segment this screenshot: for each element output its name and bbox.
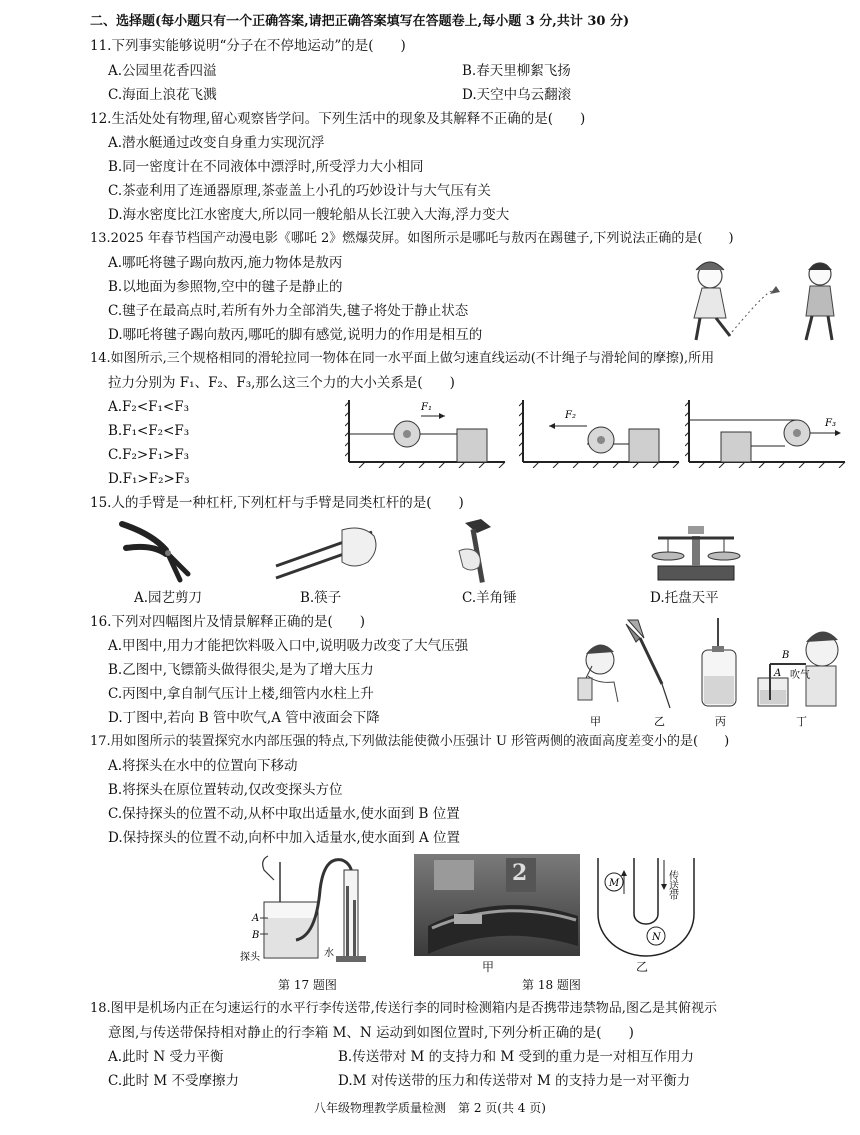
question-12-option-d[interactable]: D.海水密度比江水密度大,所以同一艘轮船从长江驶入大海,浮力变大 [108,207,510,223]
figure-14-pulley-3 [685,396,847,468]
question-13-option-c[interactable]: C.毽子在最高点时,若所有外力全部消失,毽子将处于静止状态 [108,303,469,319]
question-18-option-d[interactable]: D.M 对传送带的压力和传送带对 M 的支持力是一对平衡力 [338,1073,691,1089]
gate-number-sign: 2 [512,860,528,886]
figure-18-yi-label: 乙 [636,960,649,974]
homemade-barometer-icon [702,618,736,706]
figure-18-top-view-diagram [594,854,698,960]
question-14-stem-line2: 拉力分别为 F₁、F₂、F₃,那么这三个力的大小关系是( ) [108,375,455,391]
question-12-option-c[interactable]: C.茶壶利用了连通器原理,茶壶盖上小孔的巧妙设计与大气压有关 [108,183,491,199]
figure-14-pulley-2 [519,396,681,468]
drinking-straw-icon [578,644,618,702]
page-footer: 八年级物理教学质量检测 第 2 页(共 4 页) [314,1101,546,1115]
question-12-stem: 12.生活处处有物理,留心观察皆学问。下列生活中的现象及其解释不正确的是( ) [90,111,586,127]
question-18-option-c[interactable]: C.此时 M 不受摩擦力 [108,1073,240,1089]
shuttlecock-icon [770,286,780,294]
scene-label-jia: 甲 [590,715,601,728]
question-15-option-c[interactable]: C.羊角锤 [462,590,517,606]
figure-18-conveyor-photo [414,854,580,956]
water-label: 水 [324,948,334,959]
scene-label-ding: 丁 [796,715,807,728]
question-11-option-d[interactable]: D.天空中乌云翻滚 [462,87,572,103]
force-label-f3: F₃ [825,418,836,429]
question-14-option-b[interactable]: B.F₁<F₂<F₃ [108,423,190,439]
question-13-option-b[interactable]: B.以地面为参照物,空中的毽子是静止的 [108,279,343,295]
chopsticks-icon [272,520,384,584]
question-16-option-d[interactable]: D.丁图中,若向 B 管中吹气,A 管中液面会下降 [108,710,380,726]
nezha-figure-icon [694,262,730,340]
section-header: 二、选择题(每小题只有一个正确答案,请把正确答案填写在答题卷上,每小题 3 分,共计 30 分) [90,14,630,29]
question-16-option-a[interactable]: A.甲图中,用力才能把饮料吸入口中,说明吸力改变了大气压强 [108,638,469,654]
balance-scale-icon [648,518,743,584]
figure-13-kick-shuttlecock [682,254,850,346]
tube-b-label: B [782,650,790,661]
garden-shears-icon [112,518,202,584]
figure-16-four-scenes [570,614,850,730]
figure-18-jia-label: 甲 [482,960,495,974]
question-14-option-c[interactable]: C.F₂>F₁>F₃ [108,447,190,463]
force-label-f2: F₂ [565,410,576,421]
force-label-f1: F₁ [421,402,432,413]
question-11-stem: 11.下列事实能够说明“分子在不停地运动”的是( ) [90,38,406,54]
dart-icon [626,620,670,708]
figure-17-caption: 第 17 题图 [278,978,337,992]
question-11-option-c[interactable]: C.海面上浪花飞溅 [108,87,217,103]
aobing-figure-icon [806,263,834,340]
level-a-label: A [252,913,260,924]
question-14-stem-line1: 14.如图所示,三个规格相同的滑轮拉同一物体在同一水平面上做匀速直线运动(不计绳子与滑轮间的摩擦),所用 [90,351,715,366]
question-15-option-a[interactable]: A.园艺剪刀 [134,590,203,606]
case-n-label: N [652,932,661,943]
question-16-option-c[interactable]: C.丙图中,拿自制气压计上楼,细管内水柱上升 [108,686,374,702]
question-13-option-a[interactable]: A.哪吒将毽子踢向敖丙,施力物体是敖丙 [108,255,343,271]
question-18-stem-line1: 18.图甲是机场内正在匀速运行的水平行李传送带,传送行李的同时检测箱内是否携带违禁物品,图乙是其俯视示 [90,1001,717,1016]
question-15-stem: 15.人的手臂是一种杠杆,下列杠杆与手臂是同类杠杆的是( ) [90,495,464,511]
question-18-option-b[interactable]: B.传送带对 M 的支持力和 M 受到的重力是一对相互作用力 [338,1049,695,1065]
question-12-option-a[interactable]: A.潜水艇通过改变自身重力实现沉浮 [108,135,325,151]
question-18-stem-line2: 意图,与传送带保持相对静止的行李箱 M、N 运动到如图位置时,下列分析正确的是( ) [108,1025,634,1041]
scene-label-yi: 乙 [654,715,665,728]
figure-18-caption: 第 18 题图 [522,978,581,992]
question-15-option-d[interactable]: D.托盘天平 [650,590,719,606]
claw-hammer-icon [455,515,515,587]
level-b-label: B [252,930,260,941]
question-17-stem: 17.用如图所示的装置探究水内部压强的特点,下列做法能使微小压强计 U 形管两侧的液面高度差变小的是( ) [90,734,730,749]
question-17-option-d[interactable]: D.保持探头的位置不动,向杯中加入适量水,使水面到 A 位置 [108,830,461,846]
question-17-option-a[interactable]: A.将探头在水中的位置向下移动 [108,758,298,774]
figure-17-pressure-gauge [238,852,372,972]
figure-14-pulley-1 [345,396,507,468]
question-13-stem: 13.2025 年春节档国产动漫电影《哪吒 2》燃爆荧屏。如图所示是哪吒与敖丙在踢毽子,下列说法正确的是( ) [90,231,734,246]
case-m-label: M [609,878,620,889]
question-16-stem: 16.下列对四幅图片及情景解释正确的是( ) [90,614,366,630]
probe-label: 探头 [240,952,260,963]
question-17-option-c[interactable]: C.保持探头的位置不动,从杯中取出适量水,使水面到 B 位置 [108,806,460,822]
question-15-option-b[interactable]: B.筷子 [300,590,342,606]
question-12-option-b[interactable]: B.同一密度计在不同液体中漂浮时,所受浮力大小相同 [108,159,424,175]
question-14-option-a[interactable]: A.F₂<F₁<F₃ [108,399,189,415]
question-11-option-b[interactable]: B.春天里柳絮飞扬 [462,63,571,79]
blowing-tube-icon [758,631,838,706]
question-16-option-b[interactable]: B.乙图中,飞镖箭头做得很尖,是为了增大压力 [108,662,374,678]
question-13-option-d[interactable]: D.哪吒将毽子踢向敖丙,哪吒的脚有感觉,说明力的作用是相互的 [108,327,483,343]
question-11-option-a[interactable]: A.公园里花香四溢 [108,63,217,79]
question-14-option-d[interactable]: D.F₁>F₂>F₃ [108,471,190,487]
question-17-option-b[interactable]: B.将探头在原位置转动,仅改变探头方位 [108,782,343,798]
blow-label: 吹气 [790,670,810,681]
tube-a-label: A [774,668,782,679]
belt-label: 传送带 [666,870,678,900]
question-18-option-a[interactable]: A.此时 N 受力平衡 [108,1049,224,1065]
scene-label-bing: 丙 [715,715,726,728]
